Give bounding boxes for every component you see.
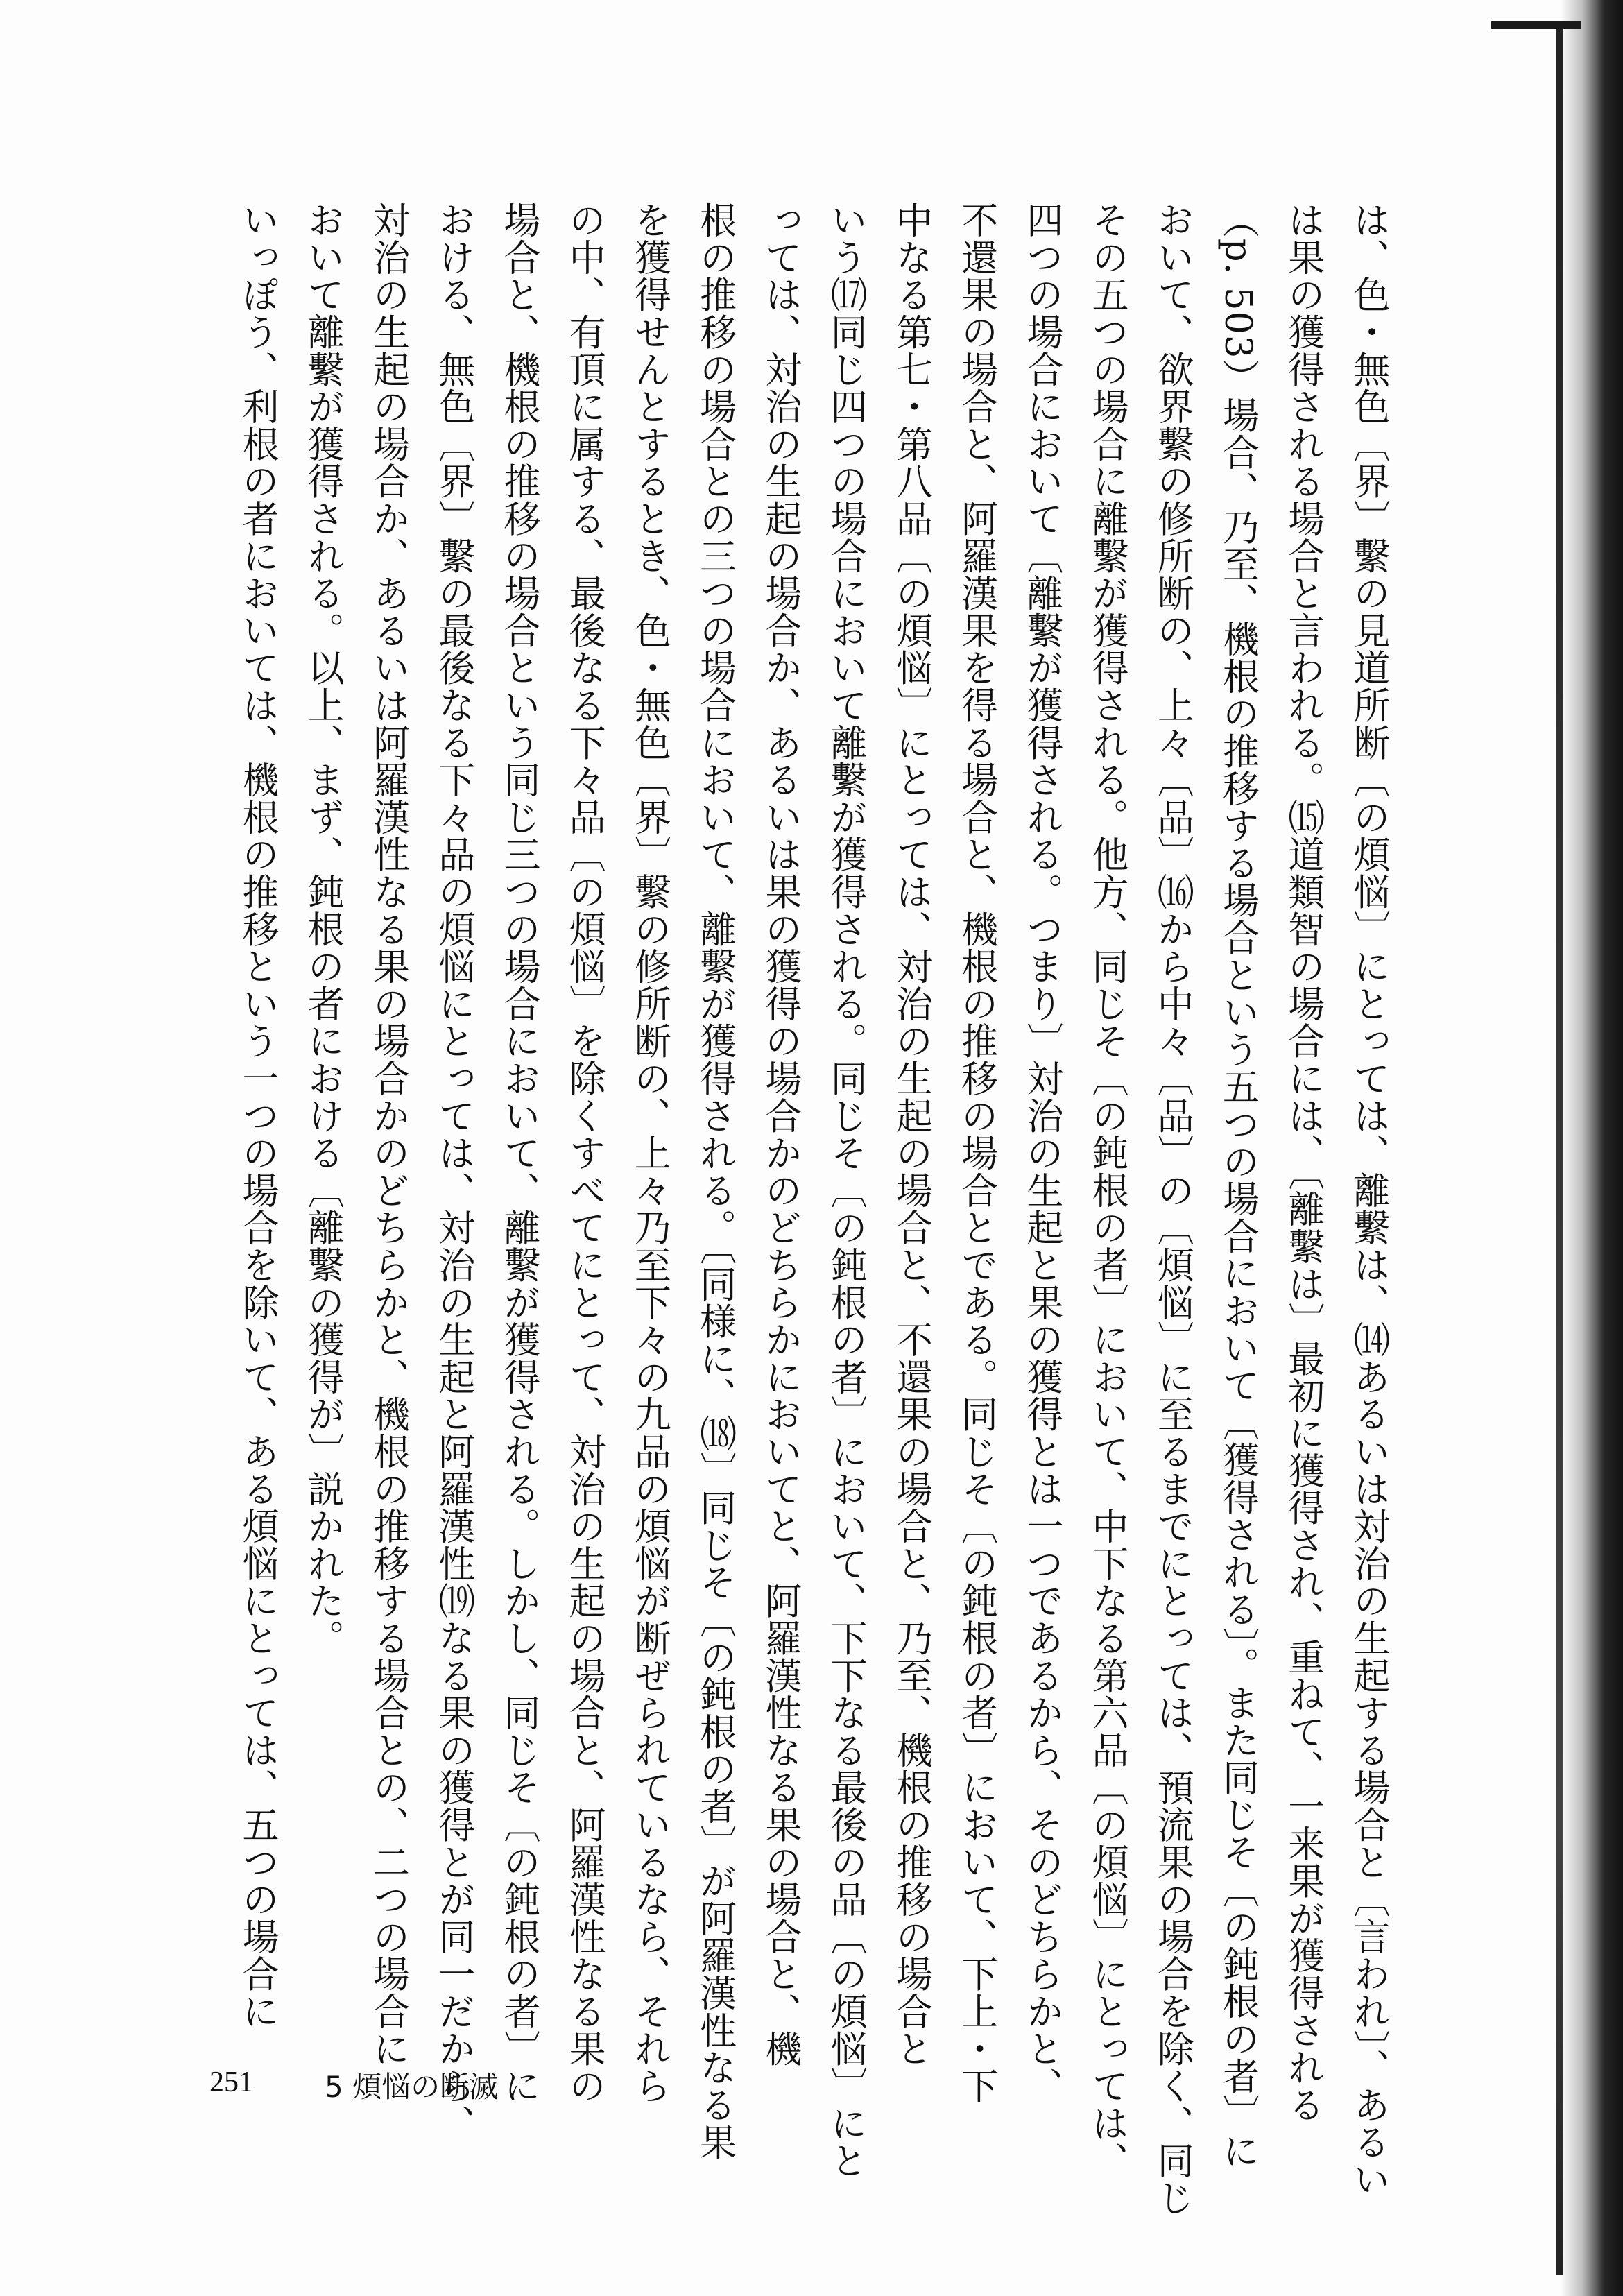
text-column: いっぽう、利根の者においては、機根の推移という一つの場合を除いて、ある煩悩にとっては、五つの場合に	[237, 201, 279, 2030]
text-column: は果の獲得される場合と言われる。⒂道類智の場合には、〔離繫は〕最初に獲得され、重ねて、一来果が獲得される	[1282, 201, 1325, 2124]
binding-edge-mark	[1491, 21, 1581, 29]
text-column: 不還果の場合と、阿羅漢果を得る場合と、機根の推移の場合とである。同じそ〔の鈍根の者〕において、下上・下	[955, 201, 998, 2105]
text-column: いう⒄同じ四つの場合において離繫が獲得される。同じそ〔の鈍根の者〕において、下下なる最後の品〔の煩悩〕にと	[825, 201, 868, 2179]
text-column: を獲得せんとするとき、色・無色〔界〕繫の修所断の、上々乃至下々の九品の煩悩が断ぜられているなら、それら	[628, 201, 671, 2105]
text-column: 場合と、機根の推移の場合という同じ三つの場合において、離繫が獲得される。しかし、同じそ〔の鈍根の者〕に	[497, 201, 540, 2105]
text-column: 根の推移の場合との三つの場合において、離繫が獲得される。〔同様に、⒅〕同じそ〔の鈍根の者〕が阿羅漢性なる果	[694, 201, 737, 2161]
text-column: おいて、欲界繫の修所断の、上々〔品〕⒃から中々〔品〕の〔煩悩〕に至るまでにとっては、預流果の場合を除く、同じ	[1151, 201, 1194, 2217]
text-column: 対治の生起の場合か、あるいは阿羅漢性なる果の場合かのどちらかと、機根の推移する場合との、二つの場合に	[367, 201, 410, 2067]
page-number: 251	[209, 2066, 253, 2098]
text-column: の中、有頂に属する、最後なる下々品〔の煩悩〕を除くすべてにとって、対治の生起の場合と、阿羅漢性なる果の	[563, 201, 606, 2105]
text-column: っては、対治の生起の場合か、あるいは果の獲得の場合かのどちらかにおいてと、阿羅漢性なる果の場合と、機	[759, 201, 802, 2067]
text-column: は、色・無色〔界〕繫の見道所断〔の煩悩〕にとっては、離繫は、⒁あるいは対治の生起する場合と〔言われ〕、あるい	[1347, 201, 1390, 2198]
text-column: （p. 503）場合、乃至、機根の推移する場合という五つの場合において〔獲得される〕。また同じそ〔の鈍根の者〕に	[1217, 201, 1260, 2170]
text-column: おいて離繫が獲得される。以上、まず、鈍根の者における〔離繫の獲得が〕説かれた。	[302, 201, 345, 1657]
text-column: 中なる第七・第八品〔の煩悩〕にとっては、対治の生起の場合と、不還果の場合と、乃至、機根の推移の場合と	[890, 201, 933, 2067]
text-column: その五つの場合に離繫が獲得される。他方、同じそ〔の鈍根の者〕において、中下なる第六品〔の煩悩〕にとっては、	[1086, 201, 1129, 2179]
text-column: おける、無色〔界〕繫の最後なる下々品の煩悩にとっては、対治の生起と阿羅漢性⒆なる果の獲得とが同一だから、	[432, 201, 475, 2142]
text-column: 四つの場合において〔離繫が獲得される。つまり〕対治の生起と果の獲得とは一つであるから、そのどちらかと、	[1020, 201, 1063, 2105]
binding-edge-line	[1556, 21, 1563, 2275]
binding-shadow	[1561, 0, 1623, 2296]
running-footer-chapter: 5 煩悩の断滅	[325, 2070, 499, 2104]
